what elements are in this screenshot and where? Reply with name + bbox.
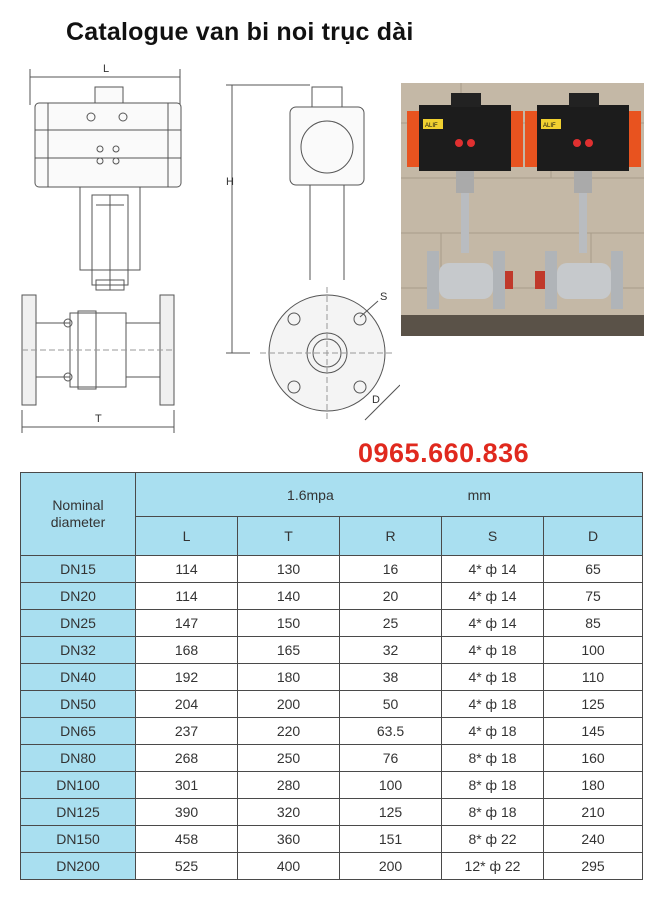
column-header-s: S — [442, 517, 544, 556]
value-cell-s: 4* ф 14 — [442, 583, 544, 610]
value-cell-d: 240 — [544, 826, 643, 853]
value-cell-s: 4* ф 14 — [442, 556, 544, 583]
value-cell-s: 4* ф 18 — [442, 718, 544, 745]
table-row — [21, 556, 643, 583]
value-cell-r: 100 — [340, 772, 442, 799]
dim-label-l: L — [103, 63, 110, 75]
value-cell-r: 32 — [340, 637, 442, 664]
value-cell-t: 165 — [238, 637, 340, 664]
value-cell-d: 110 — [544, 664, 643, 691]
table-row — [21, 610, 643, 637]
dim-label-h: H — [226, 176, 234, 188]
value-cell-t: 180 — [238, 664, 340, 691]
value-cell-d: 295 — [544, 853, 643, 880]
product-photo — [401, 83, 644, 336]
value-cell-d: 100 — [544, 637, 643, 664]
value-cell-l: 268 — [136, 745, 238, 772]
value-cell-d: 75 — [544, 583, 643, 610]
value-cell-r: 16 — [340, 556, 442, 583]
nominal-diameter-cell: DN25 — [21, 610, 136, 637]
value-cell-t: 200 — [238, 691, 340, 718]
table-row — [21, 799, 643, 826]
value-cell-r: 200 — [340, 853, 442, 880]
actuator-label-left: ALIF — [425, 123, 438, 129]
value-cell-l: 390 — [136, 799, 238, 826]
value-cell-r: 151 — [340, 826, 442, 853]
value-cell-r: 25 — [340, 610, 442, 637]
value-cell-s: 8* ф 22 — [442, 826, 544, 853]
nominal-diameter-cell: DN32 — [21, 637, 136, 664]
nominal-diameter-header — [21, 473, 136, 556]
table-row — [21, 637, 643, 664]
value-cell-r: 50 — [340, 691, 442, 718]
column-header-t: T — [238, 517, 340, 556]
nominal-diameter-cell: DN65 — [21, 718, 136, 745]
value-cell-d: 210 — [544, 799, 643, 826]
value-cell-l: 204 — [136, 691, 238, 718]
value-cell-l: 114 — [136, 583, 238, 610]
valve-photo-illustration — [401, 83, 644, 336]
value-cell-r: 63.5 — [340, 718, 442, 745]
table-row — [21, 664, 643, 691]
table-row — [21, 853, 643, 880]
value-cell-s: 4* ф 18 — [442, 664, 544, 691]
value-cell-s: 4* ф 18 — [442, 637, 544, 664]
column-header-r: R — [340, 517, 442, 556]
value-cell-l: 458 — [136, 826, 238, 853]
value-cell-r: 76 — [340, 745, 442, 772]
value-cell-s: 8* ф 18 — [442, 799, 544, 826]
pressure-unit-header — [136, 473, 643, 517]
value-cell-l: 168 — [136, 637, 238, 664]
value-cell-d: 85 — [544, 610, 643, 637]
spec-table-body — [21, 556, 643, 880]
column-header-l: L — [136, 517, 238, 556]
nominal-diameter-cell: DN50 — [21, 691, 136, 718]
value-cell-t: 130 — [238, 556, 340, 583]
nominal-diameter-cell: DN15 — [21, 556, 136, 583]
value-cell-d: 160 — [544, 745, 643, 772]
value-cell-t: 150 — [238, 610, 340, 637]
nominal-diameter-cell: DN200 — [21, 853, 136, 880]
dim-label-t: T — [95, 413, 102, 425]
value-cell-l: 525 — [136, 853, 238, 880]
value-cell-r: 20 — [340, 583, 442, 610]
nominal-diameter-cell: DN100 — [21, 772, 136, 799]
catalogue-title: Catalogue van bi noi trục dài — [66, 18, 414, 46]
value-cell-t: 320 — [238, 799, 340, 826]
table-row — [21, 772, 643, 799]
value-cell-s: 4* ф 18 — [442, 691, 544, 718]
value-cell-l: 192 — [136, 664, 238, 691]
table-row — [21, 691, 643, 718]
unit-label: mm — [467, 486, 491, 503]
dim-label-d: D — [372, 394, 380, 406]
nominal-diameter-cell: DN150 — [21, 826, 136, 853]
value-cell-t: 360 — [238, 826, 340, 853]
table-row — [21, 745, 643, 772]
nominal-diameter-cell: DN80 — [21, 745, 136, 772]
phone-number: 0965.660.836 — [358, 438, 530, 468]
value-cell-r: 125 — [340, 799, 442, 826]
column-header-d: D — [544, 517, 643, 556]
nominal-diameter-cell: DN40 — [21, 664, 136, 691]
value-cell-l: 301 — [136, 772, 238, 799]
value-cell-t: 140 — [238, 583, 340, 610]
nominal-diameter-label: Nominal diameter — [50, 497, 106, 530]
value-cell-t: 400 — [238, 853, 340, 880]
dim-label-s: S — [380, 291, 388, 303]
pressure-label: 1.6mpa — [287, 486, 334, 503]
table-row — [21, 583, 643, 610]
value-cell-t: 250 — [238, 745, 340, 772]
table-row — [21, 826, 643, 853]
value-cell-d: 125 — [544, 691, 643, 718]
nominal-diameter-cell: DN125 — [21, 799, 136, 826]
value-cell-r: 38 — [340, 664, 442, 691]
value-cell-d: 65 — [544, 556, 643, 583]
value-cell-d: 145 — [544, 718, 643, 745]
value-cell-t: 220 — [238, 718, 340, 745]
value-cell-s: 8* ф 18 — [442, 745, 544, 772]
table-row — [21, 718, 643, 745]
value-cell-l: 114 — [136, 556, 238, 583]
value-cell-s: 12* ф 22 — [442, 853, 544, 880]
technical-drawing — [0, 55, 400, 440]
value-cell-l: 147 — [136, 610, 238, 637]
value-cell-s: 8* ф 18 — [442, 772, 544, 799]
value-cell-t: 280 — [238, 772, 340, 799]
nominal-diameter-cell: DN20 — [21, 583, 136, 610]
spec-table — [20, 472, 643, 880]
actuator-label-right: ALIF — [543, 123, 556, 129]
value-cell-l: 237 — [136, 718, 238, 745]
value-cell-s: 4* ф 14 — [442, 610, 544, 637]
value-cell-d: 180 — [544, 772, 643, 799]
